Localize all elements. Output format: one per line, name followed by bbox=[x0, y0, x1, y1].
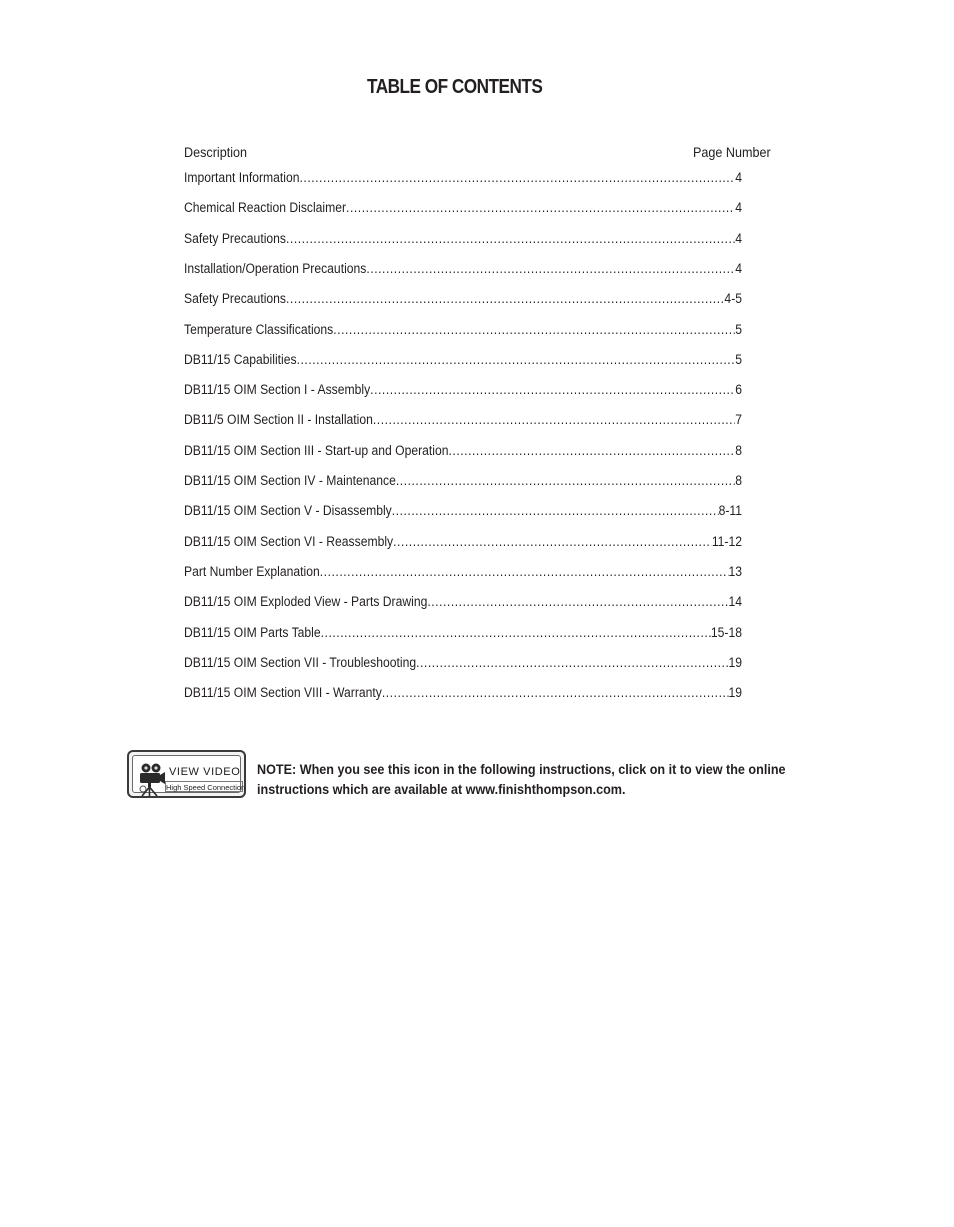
toc-entry-page: 11-12 bbox=[711, 534, 742, 549]
toc-entry-page: 4-5 bbox=[724, 291, 742, 306]
toc-leader-dots bbox=[393, 533, 712, 551]
toc-entry-page: 5 bbox=[735, 352, 742, 367]
toc-entry-label: Temperature Classifications bbox=[184, 322, 334, 337]
toc-entry-label: DB11/15 OIM Section IV - Maintenance bbox=[184, 473, 396, 488]
toc-leader-dots bbox=[297, 351, 736, 369]
page-number-column-header: Page Number bbox=[693, 144, 771, 160]
toc-leader-dots bbox=[392, 502, 719, 520]
toc-entry-page: 4 bbox=[735, 261, 742, 276]
toc-leader-dots bbox=[346, 199, 735, 217]
toc-leader-dots bbox=[427, 593, 728, 611]
toc-entry-label: DB11/15 Capabilities bbox=[184, 352, 297, 367]
toc-entry bbox=[184, 381, 742, 399]
toc-entry-label: Installation/Operation Precautions bbox=[184, 261, 367, 276]
toc-entry bbox=[184, 169, 742, 187]
toc-entry-page: 8-11 bbox=[718, 503, 742, 518]
toc-leader-dots bbox=[366, 260, 735, 278]
toc-entry bbox=[184, 654, 742, 672]
toc-leader-dots bbox=[416, 654, 728, 672]
toc-entry bbox=[184, 442, 742, 460]
video-camera-icon bbox=[137, 762, 165, 796]
toc-leader-dots bbox=[286, 230, 735, 248]
toc-entry bbox=[184, 563, 742, 581]
toc-leader-dots bbox=[449, 442, 736, 460]
toc-entry-page: 14 bbox=[728, 594, 742, 609]
toc-entry bbox=[184, 351, 742, 369]
toc-entry-label: DB11/15 OIM Section V - Disassembly bbox=[184, 503, 392, 518]
toc-entry bbox=[184, 472, 742, 490]
toc-entry-label: Chemical Reaction Disclaimer bbox=[184, 200, 347, 215]
toc-entry-label: DB11/15 OIM Exploded View - Parts Drawing bbox=[184, 594, 428, 609]
toc-entry bbox=[184, 411, 742, 429]
toc-entry-label: DB11/15 OIM Parts Table bbox=[184, 625, 321, 640]
toc-entry-page: 13 bbox=[728, 564, 742, 579]
toc-leader-dots bbox=[321, 624, 711, 642]
toc-entry-label: Important Information bbox=[184, 170, 300, 185]
toc-leader-dots bbox=[320, 563, 729, 581]
toc-entry bbox=[184, 684, 742, 702]
toc-entry-page: 4 bbox=[735, 200, 742, 215]
view-video-label: VIEW VIDEO bbox=[169, 766, 241, 778]
toc-entry-page: 19 bbox=[728, 685, 742, 700]
toc-entry-label: DB11/15 OIM Section I - Assembly bbox=[184, 382, 371, 397]
toc-leader-dots bbox=[370, 381, 735, 399]
toc-leader-dots bbox=[373, 411, 735, 429]
toc-entry bbox=[184, 502, 742, 520]
toc-entry-label: DB11/15 OIM Section VIII - Warranty bbox=[184, 685, 382, 700]
toc-entry-page: 15-18 bbox=[710, 625, 742, 640]
toc-leader-dots bbox=[396, 472, 735, 490]
toc-entry bbox=[184, 624, 742, 642]
toc-leader-dots bbox=[299, 169, 735, 187]
toc-entry-label: DB11/5 OIM Section II - Installation bbox=[184, 412, 373, 427]
toc-entry-page: 5 bbox=[735, 322, 742, 337]
toc-entry-page: 19 bbox=[728, 655, 742, 670]
toc-entry bbox=[184, 260, 742, 278]
view-video-frame bbox=[132, 755, 246, 793]
toc-entry bbox=[184, 199, 742, 217]
toc-entry-label: Part Number Explanation bbox=[184, 564, 320, 579]
toc-entry bbox=[184, 533, 742, 551]
toc-entry-label: DB11/15 OIM Section VI - Reassembly bbox=[184, 534, 394, 549]
toc-entry-page: 8 bbox=[735, 443, 742, 458]
view-video-button[interactable] bbox=[127, 750, 246, 798]
high-speed-connection-label: High Speed Connection bbox=[166, 783, 246, 792]
toc-entry-page: 4 bbox=[735, 231, 742, 246]
toc-entry bbox=[184, 290, 742, 308]
toc-entry-page: 6 bbox=[735, 382, 742, 397]
toc-leader-dots bbox=[286, 290, 724, 308]
toc-entry-label: Safety Precautions bbox=[184, 291, 286, 306]
toc-entry bbox=[184, 230, 742, 248]
toc-entry bbox=[184, 321, 742, 339]
toc-entry bbox=[184, 593, 742, 611]
description-column-header: Description bbox=[184, 144, 248, 160]
toc-leader-dots bbox=[333, 321, 735, 339]
toc-entry-label: DB11/15 OIM Section III - Start-up and Operation bbox=[184, 443, 449, 458]
toc-leader-dots bbox=[382, 684, 729, 702]
toc-entry-page: 8 bbox=[735, 473, 742, 488]
video-note: NOTE: When you see this icon in the following instructions, click on it to view the online instructions which are available at www.finishthompson.com. bbox=[257, 761, 786, 797]
page-title: TABLE OF CONTENTS bbox=[367, 76, 543, 98]
toc-entry-page: 4 bbox=[735, 170, 742, 185]
toc-entry-label: Safety Precautions bbox=[184, 231, 286, 246]
toc-entry-page: 7 bbox=[735, 412, 742, 427]
toc-entry-label: DB11/15 OIM Section VII - Troubleshooting bbox=[184, 655, 417, 670]
